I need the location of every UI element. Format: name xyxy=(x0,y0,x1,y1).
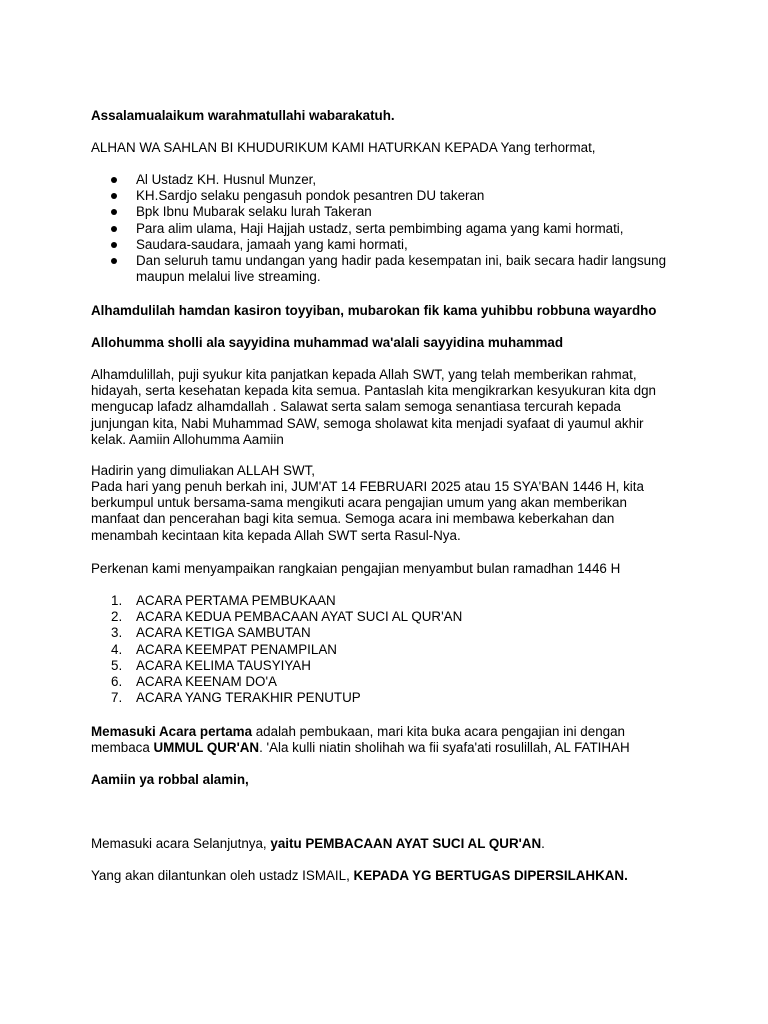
list-item: 6. ACARA KEENAM DO'A xyxy=(111,674,277,690)
list-item: 7. ACARA YANG TERAKHIR PENUTUP xyxy=(111,690,361,706)
list-item: Al Ustadz KH. Husnul Munzer, xyxy=(91,172,668,188)
paragraph-acara: Pada hari yang penuh berkah ini, JUM'AT 14 FEBRUARI 2025 atau 15 SYA'BAN 1446 H, kita berkumpul untuk bersama-sama mengikuti acara pengajian umum yang akan memberikan manfaat dan pencerahan bagi kita semua. Semoga acara ini membawa keberkahan dan menambah kecintaan kita kepada Allah SWT serta Rasul-Nya. xyxy=(91,479,644,543)
hamdalah-line: Alhamdulilah hamdan kasiron toyyiban, mubarokan fik kama yuhibbu robbuna wayardho xyxy=(91,303,657,318)
list-item: 3. ACARA KETIGA SAMBUTAN xyxy=(111,625,311,641)
bullet-icon xyxy=(111,177,117,183)
list-item: 1. ACARA PERTAMA PEMBUKAAN xyxy=(111,593,336,608)
next-acara-line: Memasuki acara Selanjutnya, yaitu PEMBACAAN AYAT SUCI AL QUR'AN. xyxy=(91,836,545,851)
sholawat-line: Allohumma sholli ala sayyidina muhammad wa'alali sayyidina muhammad xyxy=(91,335,564,350)
aamiin-line: Aamiin ya robbal alamin, xyxy=(91,772,249,787)
list-item: 5. ACARA KELIMA TAUSYIYAH xyxy=(111,657,311,673)
acara-list xyxy=(91,593,668,706)
bullet-icon xyxy=(111,258,117,264)
bullet-icon xyxy=(111,242,117,248)
list-item: Saudara-saudara, jamaah yang kami hormati, xyxy=(91,237,668,253)
closing-line: Yang akan dilantunkan oleh ustadz ISMAIL, KEPADA YG BERTUGAS DIPERSILAHKAN. xyxy=(91,868,628,883)
bullet-icon xyxy=(111,209,117,215)
greeting: Assalamualaikum warahmatullahi wabarakatuh. xyxy=(91,108,395,123)
list-item: Bpk Ibnu Mubarak selaku lurah Takeran xyxy=(91,204,668,220)
list-item: 4. ACARA KEEMPAT PENAMPILAN xyxy=(111,641,337,657)
paragraph-syukur: Alhamdulillah, puji syukur kita panjatkan kepada Allah SWT, yang telah memberikan rahmat, hidayah, serta kesehatan kepada kita semua. Pantaslah kita mengikrarkan kesyukuran kita dgn mengucap lafadz alhamdallah . Salawat serta salam semoga senantiasa tercurah kepada junjungan kita, Nabi Muhammad SAW, semoga sholawat kita menjadi syafaat di yaumul akhir kelak. Aamiin Allohumma Aamiin xyxy=(91,367,656,447)
perkenan-line: Perkenan kami menyampaikan rangkaian pengajian menyambut bulan ramadhan 1446 H xyxy=(91,561,621,576)
list-item: Para alim ulama, Haji Hajjah ustadz, serta pembimbing agama yang kami hormati, xyxy=(91,221,668,237)
list-item: KH.Sardjo selaku pengasuh pondok pesantren DU takeran xyxy=(91,188,668,204)
honoree-list xyxy=(91,172,668,285)
hadirin-line: Hadirin yang dimuliakan ALLAH SWT, xyxy=(91,463,316,478)
list-item: Dan seluruh tamu undangan yang hadir pada kesempatan ini, baik secara hadir langsung maupun melalui live streaming. xyxy=(91,253,668,285)
list-item: 2. ACARA KEDUA PEMBACAAN AYAT SUCI AL QUR'AN xyxy=(111,609,463,625)
bullet-icon xyxy=(111,193,117,199)
bullet-icon xyxy=(111,226,117,232)
welcome-line: ALHAN WA SAHLAN BI KHUDURIKUM KAMI HATURKAN KEPADA Yang terhormat, xyxy=(91,140,596,155)
opening-paragraph: Memasuki Acara pertama adalah pembukaan, mari kita buka acara pengajian ini dengan membaca UMMUL QUR'AN. 'Ala kulli niatin sholihah wa fii syafa'ati rosulillah, AL FATIHAH xyxy=(91,724,630,756)
